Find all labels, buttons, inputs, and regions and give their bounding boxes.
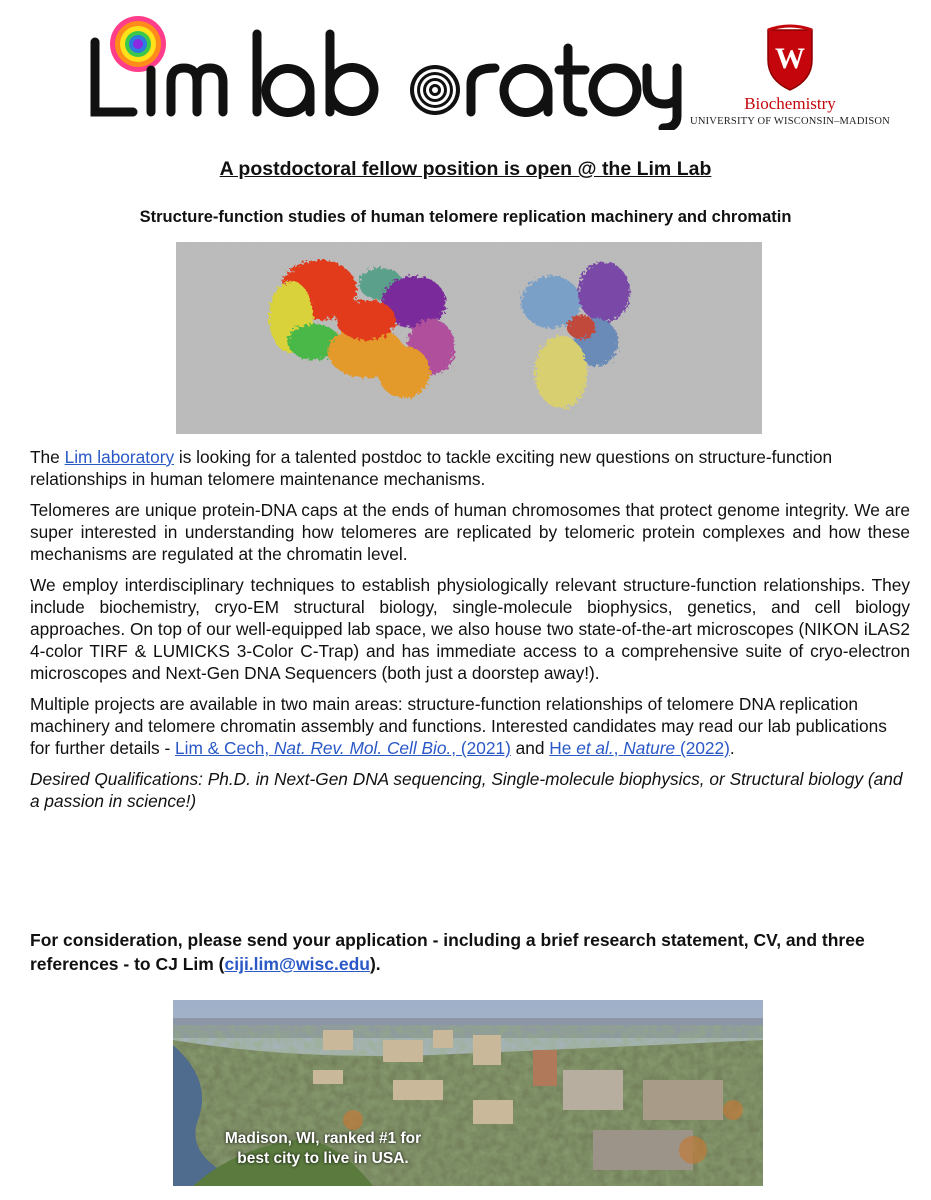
city-caption [173,1129,473,1169]
caption-line-1: Madison, WI, ranked #1 for [224,1130,422,1147]
paragraph-intro [30,446,910,490]
department-name: Biochemistry [744,94,836,113]
page-title: A postdoctoral fellow position is open @ the Lim Lab [219,158,712,180]
lim-cech-2021-link[interactable] [175,738,511,758]
paragraph-qualifications: Desired Qualifications: Ph.D. in Next-Gen DNA sequencing, Single-molecule biophysics, or Structural biology (and a passion in science!) [30,769,903,811]
paragraph-telomeres: Telomeres are unique protein-DNA caps at the ends of human chromosomes that protect genome integrity. We are super interested in understanding how telomeres are replicated by telomeric protein complexes and how these mechanisms are regulated at the chromatin level. [30,500,910,564]
projects-end: . [729,738,735,758]
paragraph-techniques: We employ interdisciplinary techniques to establish physiologically relevant structure-function relationships. They include biochemistry, cryo-EM structural biology, single-molecule biophysics, genetics, and cell biology approaches. On top of our well-equipped lab space, we also house two state-of-the-art microscopes (NIKON iLAS2 4-color TIRF & LUMICKS 3-Color C-Trap) and has immediate access to a comprehensive suite of cryo-electron microscopes and Next-Gen DNA Sequencers (both just a doorstep away!). [30,575,910,683]
uw-crest-icon [762,22,818,92]
svg-text:W: W [775,42,805,75]
body-text [30,446,910,821]
paragraph-projects [30,693,910,759]
ref2-authors: He [549,738,577,758]
contact-paragraph [30,928,910,976]
contact-text: For consideration, please send your application - including a brief research statement, CV, and three references - to CJ Lim ( [30,930,865,974]
header [0,0,931,140]
caption-line-2: best city to live in USA. [237,1150,409,1167]
he-2022-link[interactable] [549,738,730,758]
ref1-authors: Lim & Cech, [175,738,274,758]
ref1-journal: Nat. Rev. Mol. Cell Bio. [273,738,452,758]
uw-biochemistry-logo [690,22,890,127]
ref2-year: (2022) [675,738,730,758]
ref2-journal: Nature [623,738,676,758]
contact-end: ). [369,954,381,974]
cryo-em-structure-image [176,242,762,434]
university-name: UNIVERSITY OF WISCONSIN–MADISON [690,116,890,127]
lim-lab-logo [85,12,685,130]
lim-laboratory-link[interactable]: Lim laboratory [64,447,175,467]
email-link[interactable]: ciji.lim@wisc.edu [224,954,370,974]
intro-rest: is looking for a talented postdoc to tackle exciting new questions on structure-function relationships in human telomere maintenance mechanisms. [30,447,833,489]
and-text: and [510,738,550,758]
ref2-comma: , [613,738,624,758]
projects-text: Multiple projects are available in two main areas: structure-function relationships of telomere DNA replication machinery and telomere chromatin assembly and functions. Interested candidates may read our lab publications for further details - [30,694,887,758]
subheading: Structure-function studies of human telomere replication machinery and chromatin [139,208,792,226]
intro-text: The [30,447,65,467]
ref2-etal: et al. [576,738,614,758]
madison-city-image [173,1000,763,1186]
ref1-year: , (2021) [451,738,511,758]
